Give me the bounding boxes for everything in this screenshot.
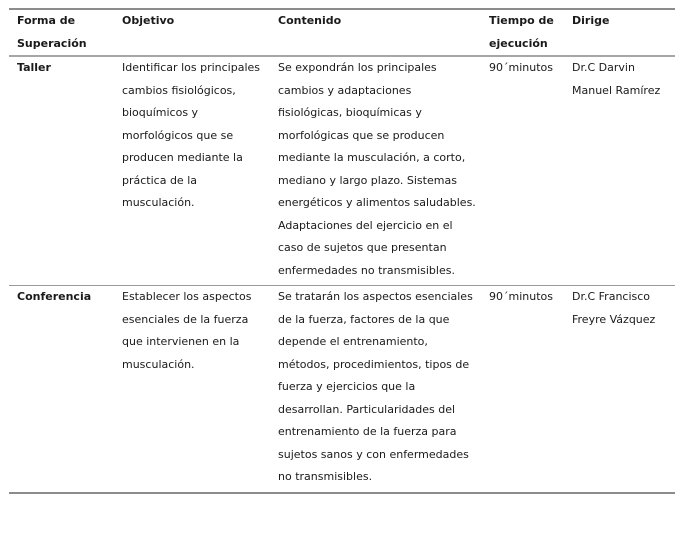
superacion-table bbox=[9, 8, 675, 494]
cell-contenido: Se expondrán los principales cambios y adaptaciones fisiológicas, bioquímicas y morfológicas que se producen mediante la musculación, a corto, mediano y largo plazo. Sistemas energéticos y alimentos saludables. Adaptaciones del ejercicio en el caso de sujetos que presentan enfermedades no transmisibles. bbox=[278, 61, 476, 277]
cell-dirige: Dr.C Darvin Manuel Ramírez bbox=[572, 61, 661, 97]
cell-contenido: Se tratarán los aspectos esenciales de la fuerza, factores de la que depende el entrenamiento, métodos, procedimientos, tipos de fuerza y ejercicios que la desarrollan. Particularidades del entrenamiento de la fuerza para sujetos sanos y con enfermedades no transmisibles. bbox=[278, 290, 473, 483]
header-forma: Forma de Superación bbox=[17, 14, 87, 50]
table-header bbox=[9, 9, 675, 56]
cell-forma: Conferencia bbox=[17, 290, 92, 303]
cell-objetivo: Identificar los principales cambios fisiológicos, bioquímicos y morfológicos que se producen mediante la práctica de la musculación. bbox=[122, 61, 260, 209]
cell-objetivo: Establecer los aspectos esenciales de la fuerza que intervienen en la musculación. bbox=[122, 290, 252, 371]
table-row bbox=[9, 56, 675, 286]
cell-forma: Taller bbox=[17, 61, 51, 74]
table-row bbox=[9, 286, 675, 493]
header-contenido: Contenido bbox=[278, 14, 342, 27]
header-row bbox=[9, 9, 675, 56]
table-body bbox=[9, 56, 675, 493]
cell-tiempo: 90´minutos bbox=[489, 290, 553, 303]
header-tiempo: Tiempo de ejecución bbox=[489, 14, 554, 50]
header-dirige: Dirige bbox=[572, 14, 610, 27]
header-objetivo: Objetivo bbox=[122, 14, 175, 27]
cell-tiempo: 90´minutos bbox=[489, 61, 553, 74]
cell-dirige: Dr.C Francisco Freyre Vázquez bbox=[572, 290, 656, 326]
